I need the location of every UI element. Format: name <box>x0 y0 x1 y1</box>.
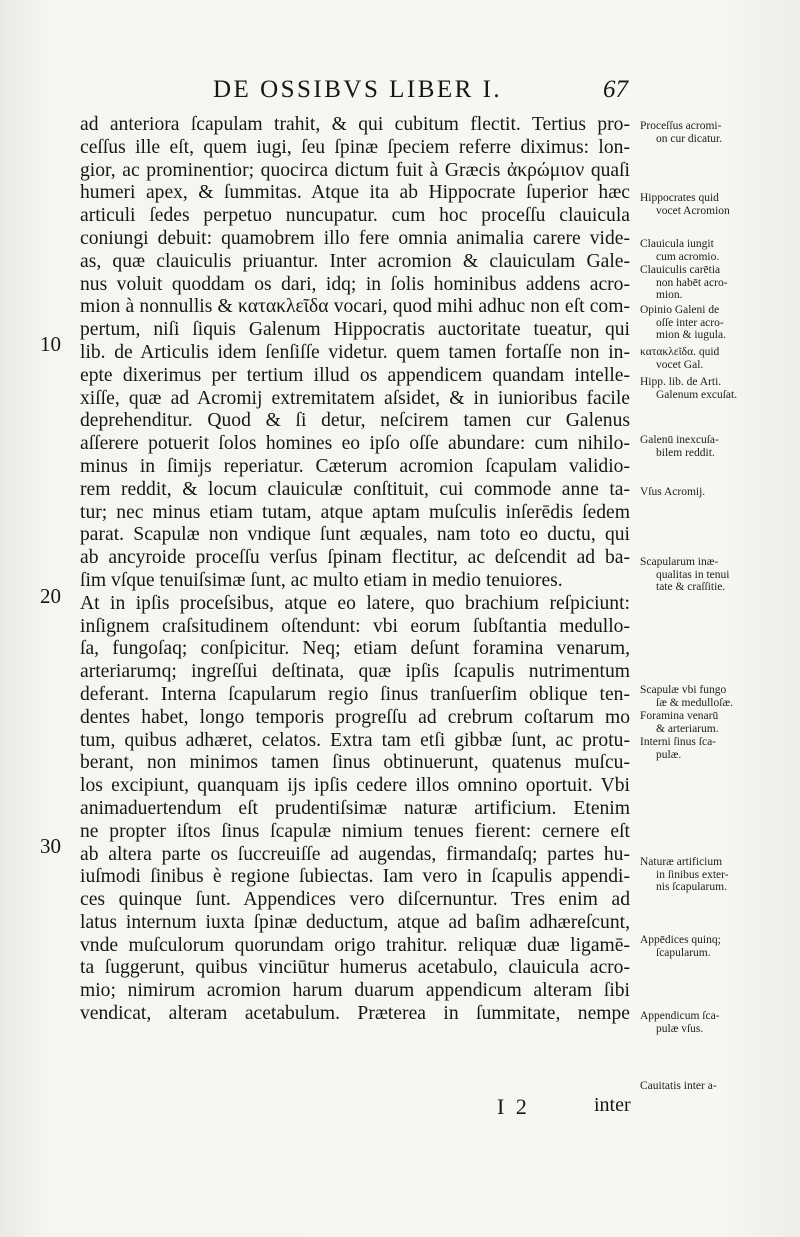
text-line: ad anteriora ſcapulam trahit, & qui cubitum flectit. Tertius pro- <box>80 114 630 135</box>
text-line: ab altera parte os ſuccreuiſſe ad augendas, firmandaſq; partes hu- <box>80 843 630 865</box>
text-line: pertum, niſi ſiquis Galenum Hippocratis auctoritate tueatur, qui <box>80 319 630 341</box>
text-line: ſa, fungoſaq; conſpicitur. Neq; etiam deſunt foramina venarum, <box>80 638 630 660</box>
marginal-note: Cauitatis inter a- <box>640 1080 717 1092</box>
text-line: animaduertendum eſt prudentiſsimæ naturæ artificium. Etenim <box>80 797 630 819</box>
marginal-note: Hipp. lib. de Arti. Galenum excuſat. <box>640 376 738 401</box>
text-line: nus voluit quoddam os dari, idq; in ſolis hominibus addens acro- <box>80 273 630 295</box>
text-line: humeri apex, & ſummitas. Atque ita ab Hippocrate ſuperior hæc <box>80 182 630 204</box>
text-line: ces quinque ſunt. Appendices vero diſcernuntur. Tres enim ad <box>80 889 630 911</box>
marginal-note: Vſus Acromij. <box>640 486 706 498</box>
text-line: gior, ac prominentior; quocirca dictum fuit à Græcis ἀκρώμιον quaſi <box>80 159 630 181</box>
page-number: 67 <box>603 76 628 103</box>
text-line: lib. de Articulis idem ſenſiſſe videtur. quem tamen fortaſſe non in- <box>80 341 630 363</box>
marginal-note: Appēdices quinq; ſcapularum. <box>640 934 721 959</box>
main-text-block <box>80 114 630 1026</box>
text-line: rem reddit, & locum clauiculæ conſtituit, cui commode anne ta- <box>80 478 630 500</box>
text-line: berant, non minimos tamen ſinus obtinuerunt, quatenus muſcu- <box>80 752 630 774</box>
line-number: 30 <box>40 834 61 858</box>
text-line: iuſmodi ſinibus è regione ſubiectas. Iam vero in ſcapulis appendi- <box>80 866 630 888</box>
text-line: latus internum iuxta ſpinæ deductum, atque ad baſim adhæreſcunt, <box>80 911 630 933</box>
catchword: inter <box>594 1094 631 1116</box>
text-line: vnde muſculorum quorundam origo trahitur. reliquæ duæ ligamē- <box>80 934 630 956</box>
marginal-note: Galenū inexcuſa- bilem reddit. <box>640 434 719 459</box>
text-line: ſim vſque tenuiſsimæ ſunt, ac multo etiam in medio tenuiores. <box>80 569 563 591</box>
text-line: coniungi debuit: quamobrem illo fere omnia animalia carere vide- <box>80 227 630 249</box>
text-line: dentes habet, longo temporis progreſſu ad crebrum coſtarum mo <box>80 706 630 728</box>
text-line: los excipiunt, quanquam ijs ipſis cedere illos omnino oportuit. Vbi <box>80 775 630 797</box>
text-line: ceſſus ille eſt, quem iugi, ſeu ſpinæ ſpeciem referre diximus: lon- <box>80 136 630 158</box>
marginal-note: Interni ſinus ſca- pulæ. <box>640 736 717 761</box>
marginal-note: κατακλεῖδα. quid vocet Gal. <box>640 346 720 371</box>
text-line: mion à nonnullis & κατακλεῖδα vocari, quod mihi adhuc non eſt com- <box>80 296 630 318</box>
marginal-note: Hippocrates quid vocet Acromion <box>640 192 730 217</box>
running-title: DE OSSIBVS LIBER I. <box>213 76 503 103</box>
text-line: deprehenditur. Quod & ſi detur, neſcirem tamen cur Galenus <box>80 410 630 432</box>
marginal-note: Proceſſus acromi- on cur dicatur. <box>640 120 723 145</box>
page-header <box>0 76 800 110</box>
text-line: minus in ſimijs reperiatur. Cæterum acromion ſcapulam validio- <box>80 455 630 477</box>
marginal-note: Clauicula iungit cum acromio. <box>640 238 720 263</box>
text-line: articuli ſedes perpetuo nuncupatur. cum hoc proceſſu clauicula <box>80 205 630 227</box>
marginal-note: Opinio Galeni de oſſe inter acro- mion & iugula. <box>640 304 726 341</box>
text-line: inſignem craſsitudinem oſtendunt: vbi eorum ſubſtantia medullo- <box>80 615 630 637</box>
marginal-note: Scapularum inæ- qualitas in tenui tate & craſſitie. <box>640 556 730 593</box>
text-line: deferant. Interna ſcapularum regio ſinus tranſuerſim oblique ten- <box>80 683 630 705</box>
text-line: epte dixerimus per tertium illud os appendicem quandam intelle- <box>80 364 630 386</box>
text-line: ab ancyroide proceſſu verſus ſpinam flectitur, ac deſcendit ad ba- <box>80 547 630 569</box>
text-line: At in ipſis proceſsibus, atque eo latere, quo brachium reſpiciunt: <box>80 592 630 614</box>
text-line: parat. Scapulæ non vndique ſunt æquales, nam toto eo ductu, qui <box>80 524 630 546</box>
text-line: arteriarumq; ingreſſui deſtinata, quæ ipſis ſcapulis nutrimentum <box>80 661 630 683</box>
text-line: ta ſuggerunt, quibus vinciūtur humerus acetabulo, clauicula acro- <box>80 957 630 979</box>
text-line: ne propter iſtos ſinus ſcapulæ nimium tenues fierent: cernere eſt <box>80 820 630 842</box>
text-line: as, quæ clauiculis priuantur. Inter acromion & clauiculam Gale- <box>80 250 630 272</box>
marginal-note: Appendicum ſca- pulæ vſus. <box>640 1010 720 1035</box>
text-line: vendicat, alteram acetabulum. Præterea in ſummitate, nempe <box>80 1003 630 1025</box>
text-line: mio; nimirum acromion harum duarum appendicum alteram ſibi <box>80 980 630 1002</box>
marginal-note: Scapulæ vbi fungo ſæ & medulloſæ. <box>640 684 733 709</box>
marginal-note: Naturæ artificium in ſinibus exter- nis ſcapularum. <box>640 856 729 893</box>
line-number: 10 <box>40 332 61 356</box>
marginal-note: Clauiculis carētia non habēt acro- mion. <box>640 264 728 301</box>
page-footer <box>0 1094 800 1124</box>
marginal-note: Foramina venarū & arteriarum. <box>640 710 719 735</box>
text-line: tum, quibus adhæret, celatos. Extra tam etſi gibbæ ſunt, ac protu- <box>80 729 630 751</box>
text-line: aſſerere potuerit ſolos homines eo ipſo oſſe abundare: cum nihilo- <box>80 433 630 455</box>
signature-mark: I 2 <box>497 1094 530 1119</box>
line-number: 20 <box>40 584 61 608</box>
text-line: tur; nec minus etiam tutam, atque aptam muſculis inſerēdis ſedem <box>80 501 630 523</box>
text-line: xiſſe, quæ ad Acromij extremitatem aſsidet, & in iunioribus facile <box>80 387 630 409</box>
